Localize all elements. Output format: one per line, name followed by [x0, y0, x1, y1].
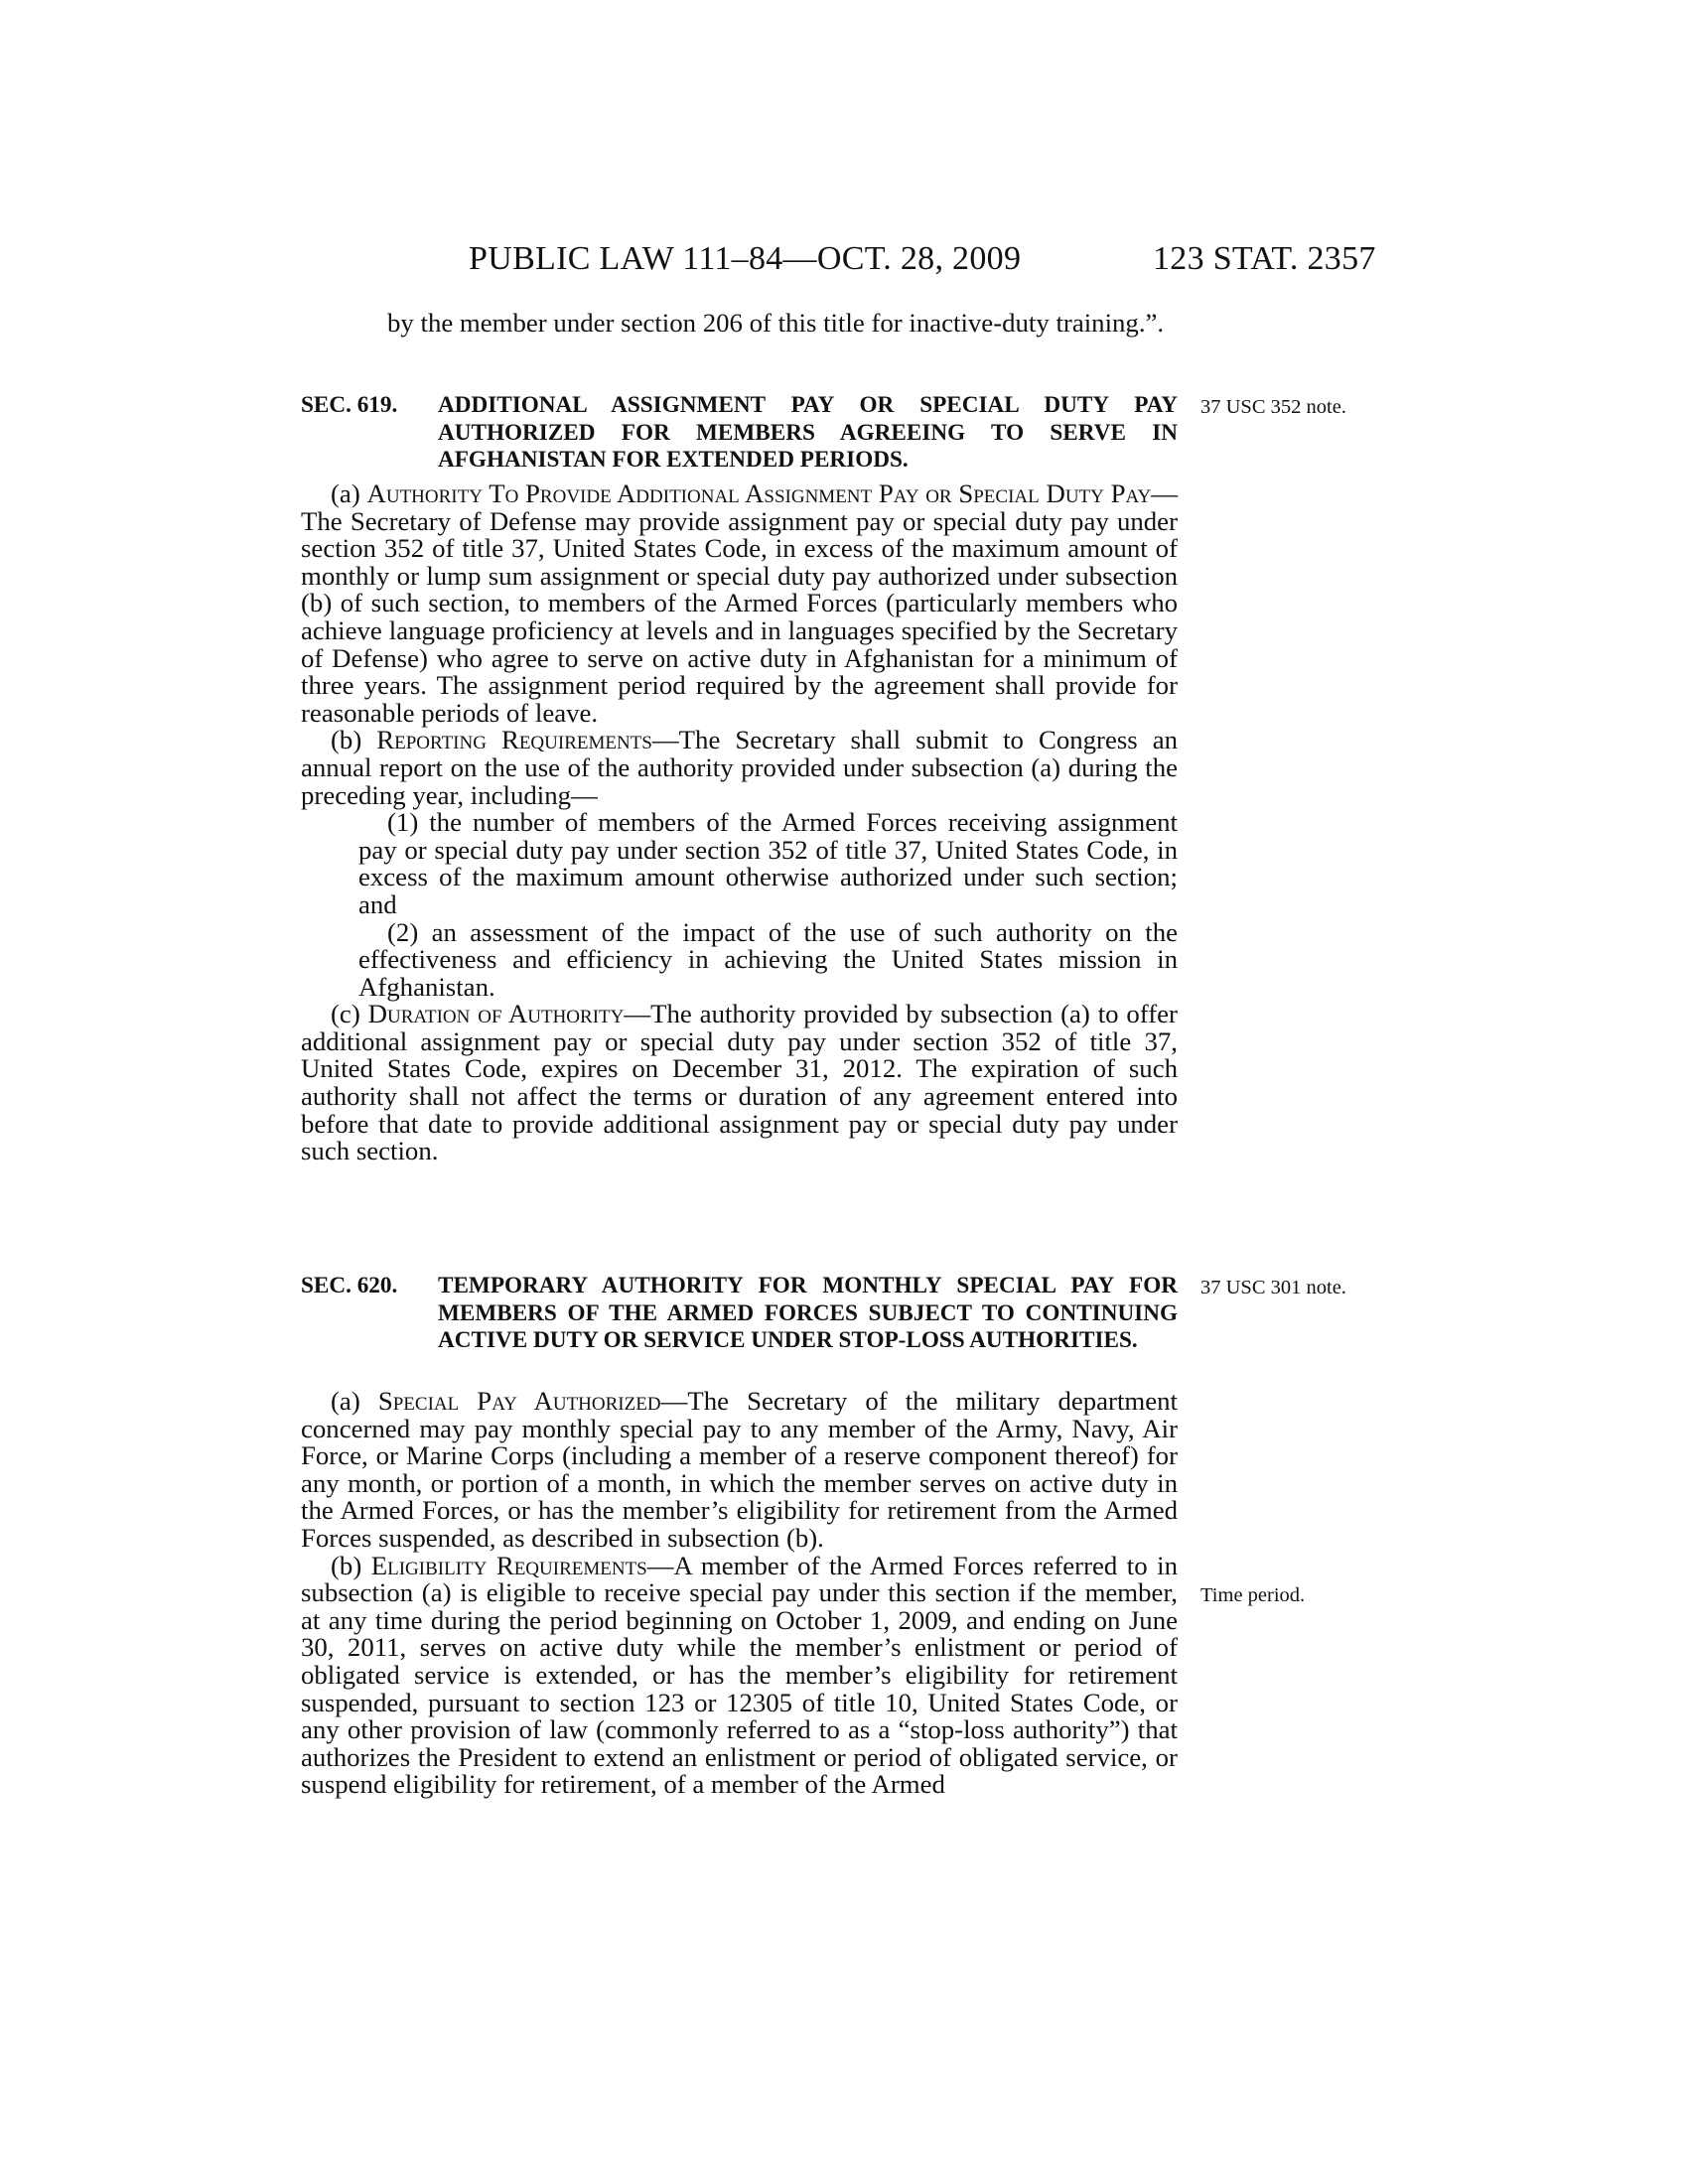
sec619-a-label: (a) [331, 478, 360, 508]
sec619-b-heading: Reporting Requirements [376, 725, 652, 755]
sec619-subsection-c [301, 1001, 1178, 1165]
section-620-body [301, 1388, 1178, 1799]
sec619-paragraph-1: (1) the number of members of the Armed Forces receiving assignment pay or special duty pay under section 352 of title 37, United States Code, in excess of the maximum amount otherwise authorized under such section; and [358, 807, 1178, 919]
section-619-number: SEC. 619. [301, 392, 398, 418]
sec619-b-label: (b) [331, 725, 362, 755]
section-620-margin-note: 37 USC 301 note. [1200, 1277, 1346, 1298]
time-period-margin-note: Time period. [1200, 1584, 1306, 1606]
sec619-a-heading: Authority To Provide Additional Assignment Pay or Special Duty Pay [366, 478, 1152, 508]
section-619-margin-note: 37 USC 352 note. [1200, 396, 1346, 418]
sec619-subsection-a [301, 480, 1178, 727]
running-header-stat-page: 123 STAT. 2357 [1153, 240, 1376, 277]
section-619-body [301, 480, 1178, 1165]
section-620-heading [301, 1273, 1178, 1355]
sec619-paragraph-2: (2) an assessment of the impact of the use of such authority on the effectiveness and efficiency in achieving the United States mission in Afghanistan. [358, 916, 1178, 1002]
sec619-subsection-b [301, 727, 1178, 809]
sec619-a-text: —The Secretary of Defense may provide assignment pay or special duty pay under section 352 of title 37, United States Code, in excess of the maximum amount of monthly or lump sum assignment or special duty pay authorized under subsection (b) of such section, to members of the Armed Forces (particularly members who achieve language proficiency at levels and in languages specified by the Secretary of Defense) who agree to serve on active duty in Afghanistan for a minimum of three years. The assignment period required by the agreement shall provide for reasonable periods of leave. [301, 478, 1179, 728]
sec620-b-text: —A member of the Armed Forces referred to in subsection (a) is eligible to receive special pay under this section if the member, at any time during the period beginning on October 1, 2009, and ending on June 30, 2011, serves on active duty while the member’s enlistment or period of obligated service is extended, or has the member’s eligibility for retirement suspended, pursuant to section 123 or 12305 of title 10, United States Code, or any other provision of law (commonly referred to as a “stop-loss authority”) that authorizes the President to extend an enlistment or period of obligated service, or suspend eligibility for retirement, of a member of the Armed [301, 1550, 1178, 1800]
sec619-c-label: (c) [331, 999, 360, 1029]
sec620-subsection-b [301, 1550, 1178, 1800]
sec620-subsection-a [301, 1388, 1178, 1553]
sec620-a-heading: Special Pay Authorized [377, 1386, 661, 1416]
continuation-block [301, 310, 1178, 338]
section-619-title: ADDITIONAL ASSIGNMENT PAY OR SPECIAL DUTY PAY AUTHORIZED FOR MEMBERS AGREEING TO SERVE IN AFGHANISTAN FOR EXTENDED PERIODS. [438, 392, 1178, 473]
sec619-b-text: —The Secretary shall submit to Congress an annual report on the use of the authority provided under subsection (a) during the preceding year, including— [301, 725, 1178, 810]
sec620-a-text: —The Secretary of the military department concerned may pay monthly special pay to any member of the Army, Navy, Air Force, or Marine Corps (including a member of a reserve component thereof) for any month, or portion of a month, in which the member serves on active duty in the Armed Forces, or has the member’s eligibility for retirement from the Armed Forces suspended, as described in subsection (b). [301, 1386, 1178, 1553]
sec620-b-heading: Eligibility Requirements [370, 1550, 647, 1580]
sec620-b-label: (b) [331, 1550, 362, 1580]
section-619-heading [301, 392, 1178, 475]
sec619-c-heading: Duration of Authority [367, 999, 625, 1029]
running-header-law: PUBLIC LAW 111–84—OCT. 28, 2009 [469, 240, 1022, 277]
continuation-text: by the member under section 206 of this title for inactive-duty training.”. [387, 308, 1165, 338]
section-620-number: SEC. 620. [301, 1273, 398, 1298]
sec619-c-text: —The authority provided by subsection (a) to offer additional assignment pay or special duty pay under section 352 of title 37, United States Code, expires on December 31, 2012. The expiration of such authority shall not affect the terms or duration of any agreement entered into before that date to provide additional assignment pay or special duty pay under such section. [301, 999, 1178, 1166]
sec620-a-label: (a) [331, 1386, 360, 1416]
section-620-title: TEMPORARY AUTHORITY FOR MONTHLY SPECIAL PAY FOR MEMBERS OF THE ARMED FORCES SUBJECT TO CONTINUING ACTIVE DUTY OR SERVICE UNDER STOP-LOSS AUTHORITIES. [438, 1273, 1178, 1353]
